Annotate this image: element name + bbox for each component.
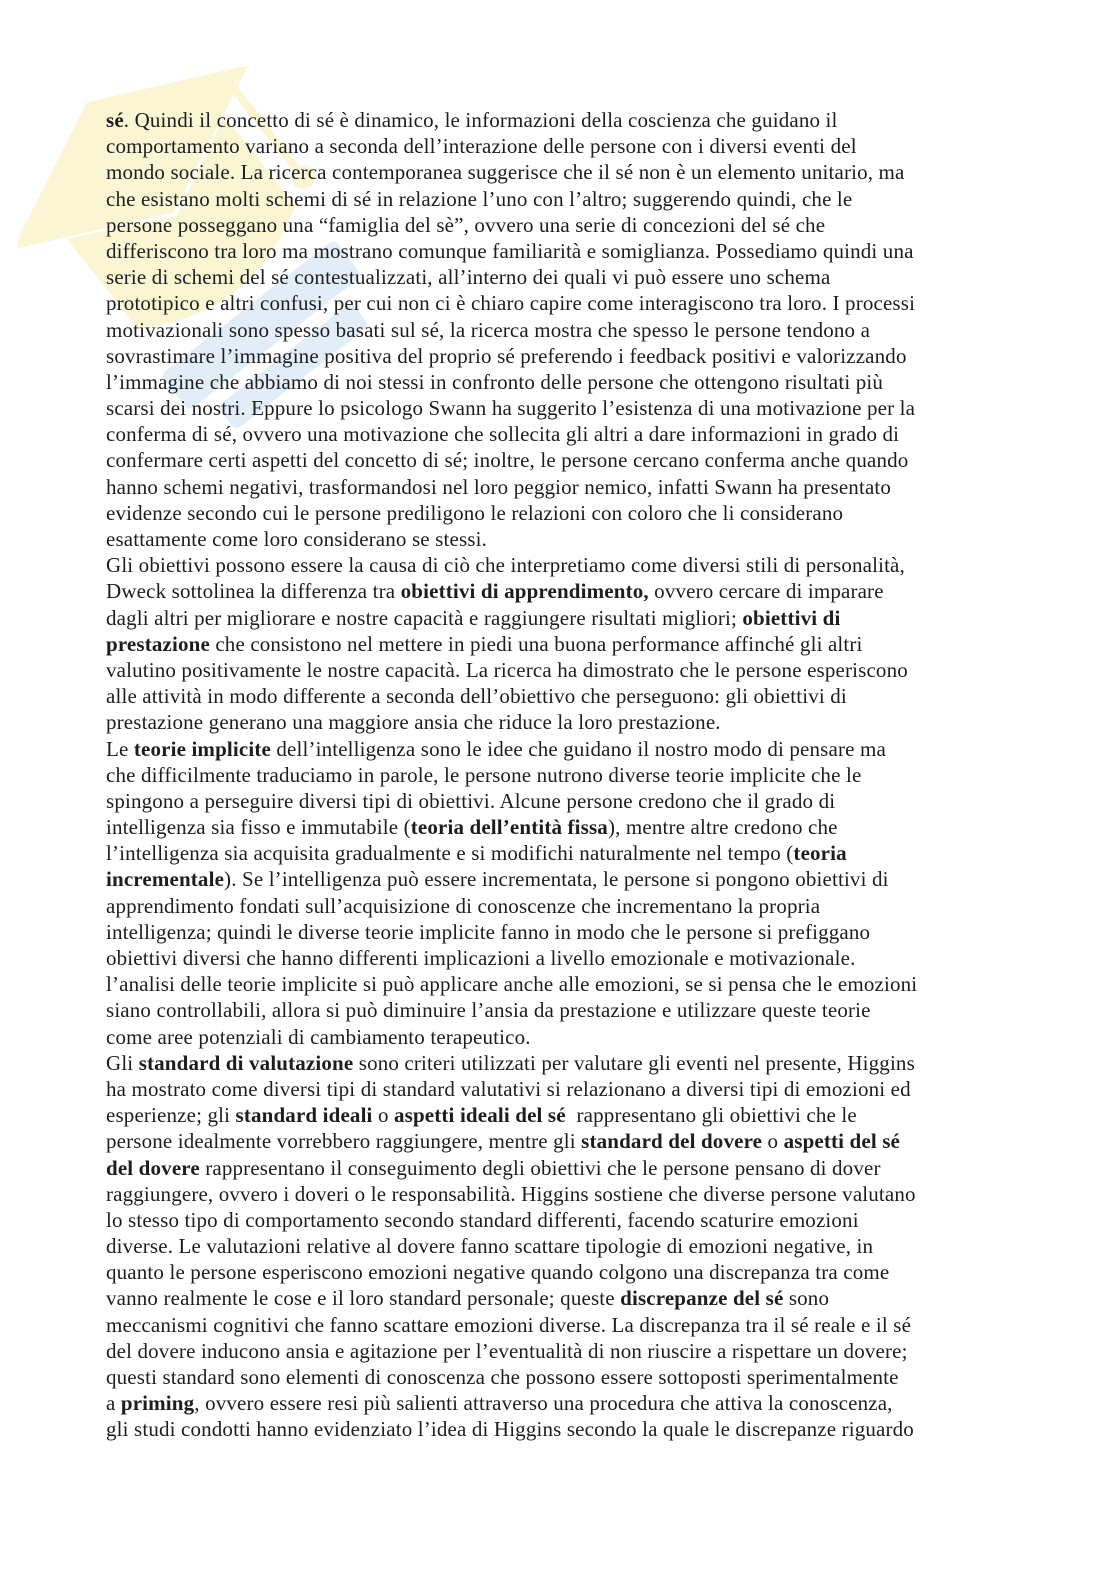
text-run: prestazione generano una maggiore ansia che riduce la loro prestazione. [106,710,721,735]
text-run: esattamente come loro considerano se stessi. [106,527,487,551]
text-run: ovvero cercare di imparare [648,579,884,604]
text-line [106,945,1086,971]
text-line [106,762,1086,788]
bold-term: obiettivi di [742,605,841,630]
text-line [106,447,1086,473]
text-line [106,526,1086,552]
text-line [106,1024,1086,1050]
text-line [106,1128,1086,1154]
text-run: siano controllabili, allora si può diminuire l’ansia da prestazione e utilizzare queste teorie [106,998,871,1023]
text-line [106,1312,1086,1338]
text-run: mondo sociale. La ricerca contemporanea suggerisce che il sé non è un elemento unitario, ma [106,160,905,185]
text-run: esperienze; gli [106,1103,236,1128]
text-line [106,369,1086,395]
text-run: ha mostrato come diversi tipi di standard valutativi si relazionano a diversi tipi di emozioni ed [106,1076,911,1101]
text-line [106,919,1086,945]
text-line [106,1102,1086,1128]
text-run: , ovvero essere resi più salienti attraverso una procedura che attiva la conoscenza, [194,1391,893,1416]
bold-term: discrepanze del sé [620,1286,784,1311]
bold-term: aspetti del sé [783,1129,901,1154]
text-line [106,1390,1086,1416]
bold-term: sé [106,108,124,132]
text-line [106,1364,1086,1390]
text-line [106,238,1086,264]
text-line [106,133,1086,159]
text-run: lo stesso tipo di comportamento secondo standard differenti, facendo scaturire emozioni [106,1207,859,1232]
text-line [106,343,1086,369]
text-run: che difficilmente traduciamo in parole, le persone nutrono diverse teorie implicite che le [106,762,862,787]
bold-term: teoria [793,841,847,866]
bold-term: prestazione [106,631,210,656]
text-run: quanto le persone esperiscono emozioni negative quando colgono una discrepanza tra come [106,1260,890,1285]
text-run: conferma di sé, ovvero una motivazione che sollecita gli altri a dare informazioni in grado di [106,422,900,447]
text-line [106,474,1086,500]
text-line [106,500,1086,526]
text-run: evidenze secondo cui le persone prediligono le relazioni con coloro che li considerano [106,500,844,525]
text-line [106,788,1086,814]
paragraph [106,107,1086,552]
text-line [106,264,1086,290]
text-run: confermare certi aspetti del concetto di sé; inoltre, le persone cercano conferma anche quando [106,448,909,473]
text-run: alle attività in modo differente a seconda dell’obiettivo che perseguono: gli obiettivi di [106,684,847,709]
text-run: intelligenza sia fisso e immutabile ( [106,815,411,840]
text-run: persone posseggano una “famiglia del sè”, ovvero una serie di concezioni del sé che [106,212,826,237]
paragraph [106,736,1086,972]
text-run: del dovere inducono ansia e agitazione per l’eventualità di non riuscire a rispettare un dovere; [106,1338,908,1363]
text-line [106,631,1086,657]
text-line [106,421,1086,447]
text-run: spingono a perseguire diversi tipi di obiettivi. Alcune persone credono che il grado di [106,788,836,813]
text-run: persone idealmente vorrebbero raggiungere, mentre gli [106,1129,582,1154]
bold-term: standard ideali [235,1103,373,1128]
text-line [106,290,1086,316]
paragraph [106,1050,1086,1443]
text-run: come aree potenziali di cambiamento terapeutico. [106,1024,531,1049]
text-run: prototipico e altri confusi, per cui non ci è chiaro capire come interagiscono tra loro. I processi [106,291,916,316]
text-line [106,709,1086,735]
text-run: vanno realmente le cose e il loro standard personale; queste [106,1286,621,1311]
bold-term: standard di valutazione [138,1050,354,1075]
text-run: differiscono tra loro ma mostrano comunque familiarità e somiglianza. Possediamo quindi una [106,238,914,263]
text-line [106,1155,1086,1181]
text-run: scarsi dei nostri. Eppure lo psicologo Swann ha suggerito l’esistenza di una motivazione per la [106,396,916,421]
text-run: raggiungere, ovvero i doveri o le responsabilità. Higgins sostiene che diverse persone valutano [106,1181,916,1206]
text-line [106,186,1086,212]
bold-term: del dovere [106,1155,200,1180]
body-text [106,107,1086,1443]
text-line [106,1285,1086,1311]
text-run: Dweck sottolinea la differenza tra [106,579,401,604]
text-run: hanno schemi negativi, trasformandosi nel loro peggior nemico, infatti Swann ha presentato [106,474,892,499]
text-run: intelligenza; quindi le diverse teorie implicite fanno in modo che le persone si prefiggano [106,919,871,944]
text-run: diverse. Le valutazioni relative al dovere fanno scattare tipologie di emozioni negative, in [106,1234,874,1259]
bold-term: teoria dell’entità fissa [410,815,608,840]
text-run: serie di schemi del sé contestualizzati, all’interno dei quali vi può essere uno schema [106,265,831,290]
paragraph [106,552,1086,735]
text-run: a [106,1391,121,1416]
text-line [106,1233,1086,1259]
text-run: rappresentano il conseguimento degli obiettivi che le persone pensano di dover [199,1155,881,1180]
text-line [106,159,1086,185]
text-run: ). Se l’intelligenza può essere incrementata, le persone si pongono obiettivi di [224,867,889,892]
text-line [106,997,1086,1023]
text-run: sovrastimare l’immagine positiva del proprio sé preferendo i feedback positivi e valorizzando [106,343,907,368]
text-line [106,1416,1086,1442]
text-run: l’intelligenza sia acquisita gradualmente e si modifichi naturalmente nel tempo ( [106,841,794,866]
text-run: Gli obiettivi possono essere la causa di ciò che interpretiamo come diversi stili di personalità, [106,553,905,578]
text-line [106,1076,1086,1102]
text-line [106,395,1086,421]
text-run: gli studi condotti hanno evidenziato l’idea di Higgins secondo la quale le discrepanze riguardo [106,1417,914,1442]
text-line [106,552,1086,578]
text-run: meccanismi cognitivi che fanno scattare emozioni diverse. La discrepanza tra il sé reale e il sé [106,1312,912,1337]
text-line [106,212,1086,238]
text-run: rappresentano gli obiettivi che le [565,1103,857,1128]
text-run: Le [106,736,134,761]
text-line [106,683,1086,709]
bold-term: incrementale [106,867,225,892]
text-run: l’analisi delle teorie implicite si può applicare anche alle emozioni, se si pensa che le emozioni [106,972,918,997]
bold-term: teorie implicite [133,736,271,761]
text-run: o [762,1129,784,1154]
text-line [106,578,1086,604]
text-line [106,971,1086,997]
text-run: . Quindi il concetto di sé è dinamico, le informazioni della coscienza che guidano il [123,108,838,132]
text-run: o [372,1103,394,1128]
bold-term: standard del dovere [581,1129,763,1154]
text-run: questi standard sono elementi di conoscenza che possono essere sottoposti sperimentalmente [106,1365,899,1389]
text-run: dell’intelligenza sono le idee che guidano il nostro modo di pensare ma [270,736,886,761]
text-line [106,1338,1086,1364]
text-line [106,736,1086,762]
text-run: che consistono nel mettere in piedi una buona performance affinché gli altri [209,631,863,656]
text-run: valutino positivamente le nostre capacità. La ricerca ha dimostrato che le persone esperiscono [106,657,908,682]
text-run: Gli [106,1050,139,1075]
bold-term: aspetti ideali del sé [394,1103,566,1128]
text-line [106,1181,1086,1207]
text-line [106,866,1086,892]
bold-term: priming [120,1391,195,1416]
text-line [106,1259,1086,1285]
text-run: dagli altri per migliorare e nostre capacità e raggiungere risultati migliori; [106,605,743,630]
text-run: che esistano molti schemi di sé in relazione l’uno con l’altro; suggerendo quindi, che le [106,186,853,211]
text-line [106,814,1086,840]
text-run: ), mentre altre credono che [607,815,838,840]
text-line [106,317,1086,343]
paragraph [106,971,1086,1050]
text-line [106,657,1086,683]
text-line [106,1050,1086,1076]
text-run: motivazionali sono spesso basati sul sé, la ricerca mostra che spesso le persone tendono a [106,317,871,342]
text-line [106,1207,1086,1233]
text-line [106,107,1086,133]
text-run: sono [783,1286,830,1311]
text-run: l’immagine che abbiamo di noi stessi in confronto delle persone che ottengono risultati più [106,369,884,394]
bold-term: obiettivi di apprendimento, [400,579,649,604]
text-run: obiettivi diversi che hanno differenti implicazioni a livello emozionale e motivazionale. [106,946,856,970]
text-run: sono criteri utilizzati per valutare gli eventi nel presente, Higgins [353,1050,915,1075]
text-line [106,893,1086,919]
text-run: apprendimento fondati sull’acquisizione di conoscenze che incrementano la propria [106,893,821,918]
text-line [106,605,1086,631]
text-line [106,840,1086,866]
text-run: comportamento variano a seconda dell’interazione delle persone con i diversi eventi del [106,134,857,159]
